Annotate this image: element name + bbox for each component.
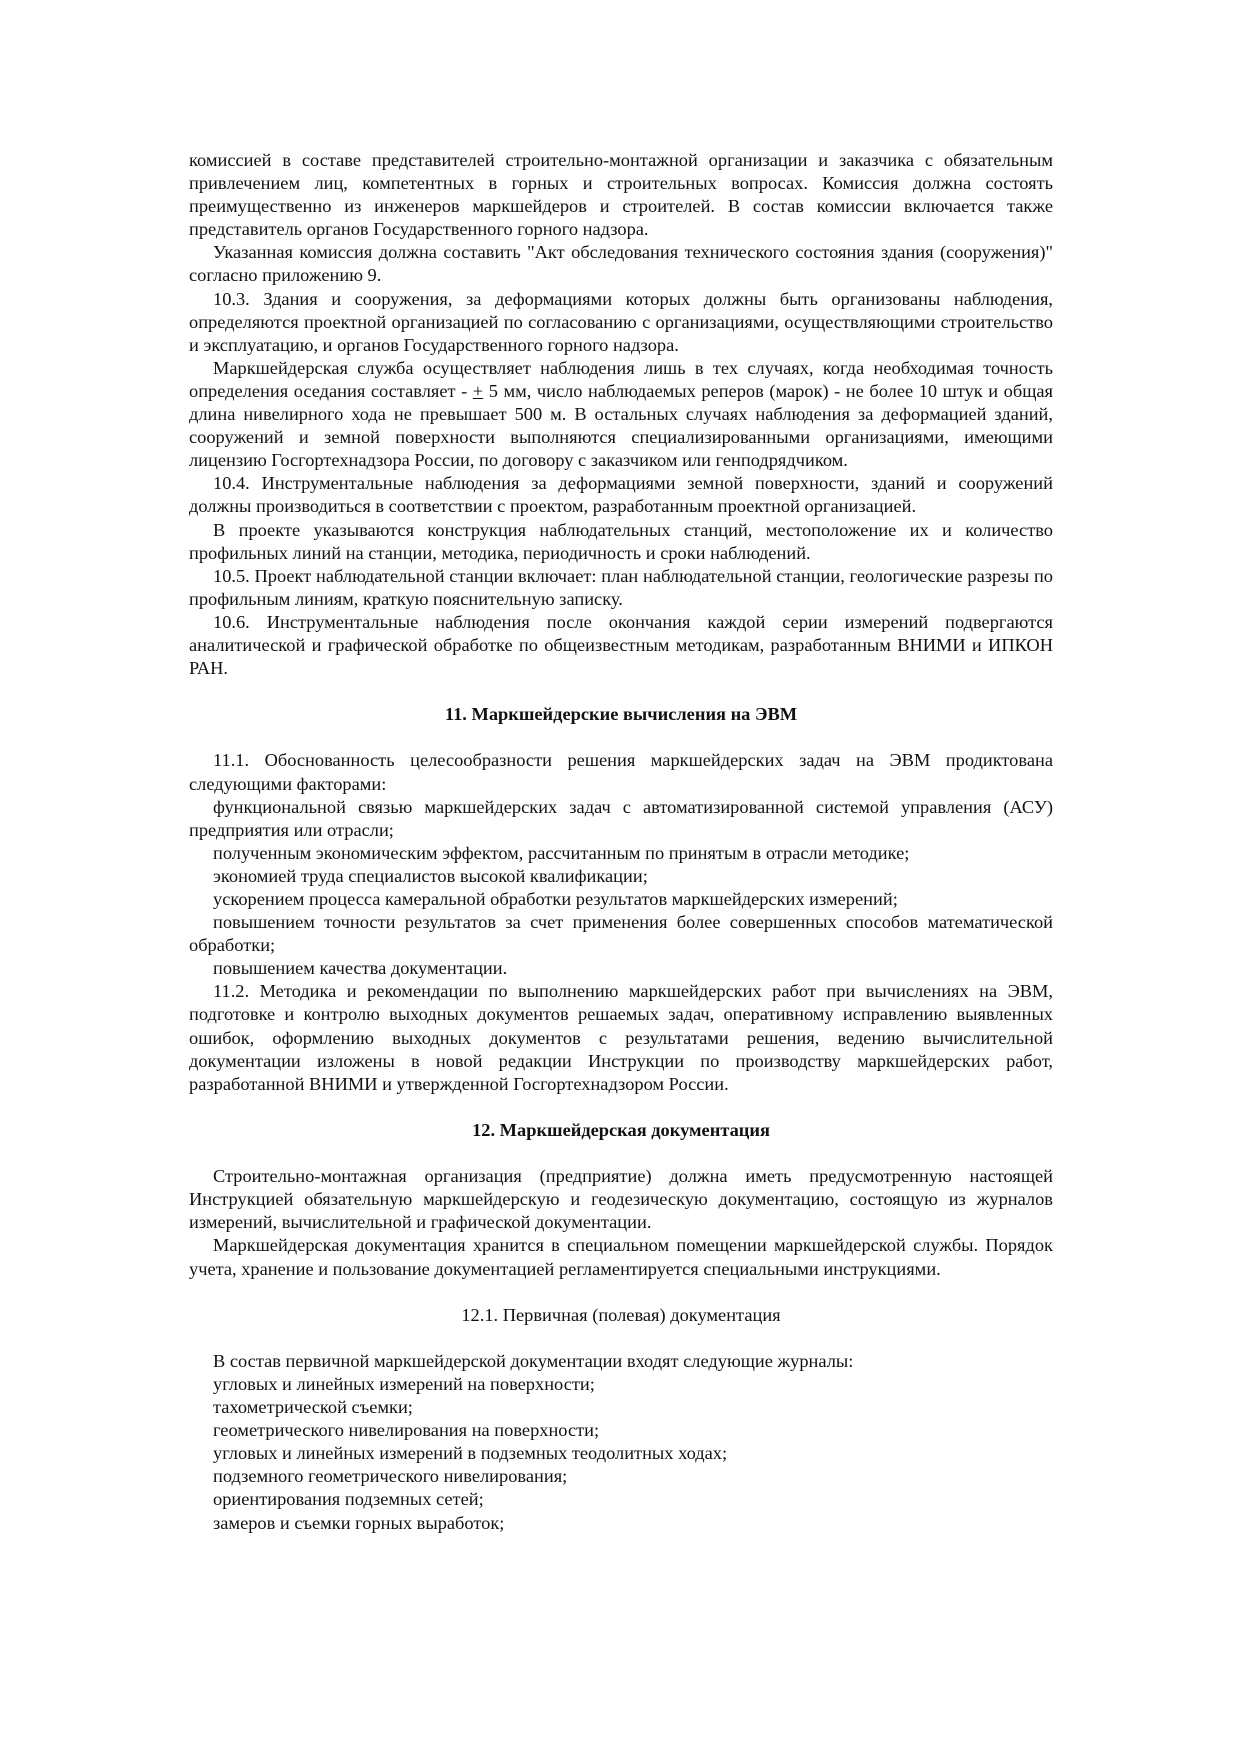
spacer — [189, 1142, 1053, 1165]
factor-functional-link: функциональной связью маркшейдерских задач с автоматизированной системой управления (АСУ) предприятия или отрасли; — [189, 796, 1053, 840]
paragraph-11-1: 11.1. Обоснованность целесообразности решения маркшейдерских задач на ЭВМ продиктована следующими факторами: — [189, 750, 1053, 794]
document-page — [189, 149, 1053, 1535]
journal-list-item: тахометрической съемки; — [213, 1397, 413, 1418]
section-12-title: 12. Маркшейдерская документация — [472, 1119, 770, 1140]
spacer — [189, 726, 1053, 749]
spacer — [189, 1281, 1053, 1304]
paragraph-survey-service-part-b: 5 мм, число наблюдаемых реперов (марок) - не более 10 штук и общая длина нивелирного хода не превышает 500 м. В остальных случаях наблюдения за деформацией зданий, сооружений и земной поверхности выполняются специализированными организациями, имеющими лицензию Госгортехнадзора России, по договору с заказчиком или генподрядчиком. — [189, 380, 1053, 471]
factor-economic-effect: полученным экономическим эффектом, рассчитанным по принятым в отрасли методике; — [213, 842, 910, 863]
paragraph-11-2: 11.2. Методика и рекомендации по выполнению маркшейдерских работ при вычислениях на ЭВМ, подготовке и контролю выходных документов решаемых задач, оперативному исправлению выявленных ошибок, оформлению выходных документов с результатами решения, ведению вычислительной документации изложены в новой редакции Инструкции по производству маркшейдерских работ, разработанной ВНИМИ и утвержденной Госгортехнадзором России. — [189, 981, 1053, 1094]
section-11-title: 11. Маркшейдерские вычисления на ЭВМ — [444, 704, 798, 725]
factor-quality: повышением качества документации. — [213, 958, 508, 979]
spacer — [189, 1327, 1053, 1350]
paragraph-survey-service-part-a: Маркшейдерская служба осуществляет наблюдения лишь в тех случаях, когда необходимая точность определения оседания составляет - — [189, 357, 1053, 401]
paragraph-10-3: 10.3. Здания и сооружения, за деформациями которых должны быть организованы наблюдения, определяются проектной организацией по согласованию с организациями, осуществляющими строительство и эксплуатацию, и органов Государственного горного надзора. — [189, 288, 1053, 355]
journal-list-item: ориентирования подземных сетей; — [213, 1489, 484, 1510]
factor-accuracy: повышением точности результатов за счет применения более совершенных способов математической обработки; — [189, 912, 1053, 956]
paragraph-required-docs: Строительно-монтажная организация (предприятие) должна иметь предусмотренную настоящей Инструкцией обязательную маркшейдерскую и геодезическую документацию, состоящую из журналов измерений, вычислительной и графической документации. — [189, 1166, 1053, 1233]
journal-list-item: угловых и линейных измерений на поверхности; — [213, 1373, 595, 1394]
journal-list-item: подземного геометрического нивелирования; — [213, 1466, 568, 1487]
paragraph-10-6: 10.6. Инструментальные наблюдения после окончания каждой серии измерений подвергаются аналитической и графической обработке по общеизвестным методикам, разработанным ВНИМИ и ИПКОН РАН. — [189, 611, 1053, 679]
spacer — [189, 680, 1053, 703]
paragraph-journals-intro: В состав первичной маркшейдерской документации входят следующие журналы: — [213, 1350, 854, 1371]
paragraph-project-contents: В проекте указываются конструкция наблюдательных станций, местоположение их и количество профильных линий на станции, методика, периодичность и сроки наблюдений. — [189, 519, 1053, 563]
factor-labor-savings: экономией труда специалистов высокой квалификации; — [213, 865, 648, 886]
paragraph-survey-service — [189, 357, 1053, 472]
paragraph-10-5: 10.5. Проект наблюдательной станции включает: план наблюдательной станции, геологические разрезы по профильным линиям, краткую пояснительную записку. — [189, 565, 1053, 609]
journal-list-item: угловых и линейных измерений в подземных теодолитных ходах; — [213, 1443, 728, 1464]
journal-list-item: замеров и съемки горных выработок; — [213, 1512, 505, 1533]
journal-list-item: геометрического нивелирования на поверхности; — [213, 1420, 600, 1441]
factor-processing-speed: ускорением процесса камеральной обработки результатов маркшейдерских измерений; — [213, 889, 898, 909]
subsection-12-1-title: 12.1. Первичная (полевая) документация — [461, 1304, 781, 1325]
paragraph-10-4: 10.4. Инструментальные наблюдения за деформациями земной поверхности, зданий и сооружений должны производиться в соответствии с проектом, разработанным проектной организацией. — [189, 473, 1053, 517]
paragraph-commission: комиссией в составе представителей строительно-монтажной организации и заказчика с обязательным привлечением лиц, компетентных в горных и строительных вопросах. Комиссия должна состоять преимущественно из инженеров маркшейдеров и строителей. В состав комиссии включается также представитель органов Государственного горного надзора. — [189, 150, 1053, 240]
paragraph-act: Указанная комиссия должна составить "Акт обследования технического состояния здания (сооружения)" согласно приложению 9. — [189, 242, 1053, 286]
spacer — [189, 1096, 1053, 1119]
journal-list — [189, 1373, 1053, 1535]
plus-minus-sign: + — [472, 380, 484, 401]
paragraph-storage: Маркшейдерская документация хранится в специальном помещении маркшейдерской службы. Порядок учета, хранение и пользование документацией регламентируется специальными инструкциями. — [189, 1235, 1053, 1279]
